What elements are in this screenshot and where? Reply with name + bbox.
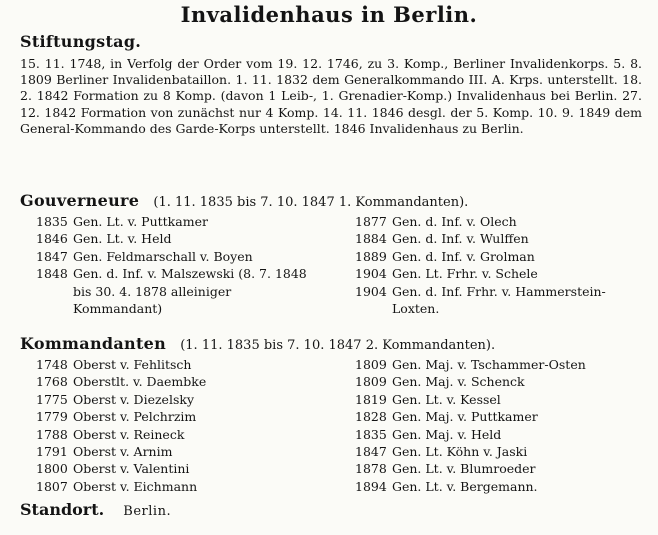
entry-year: 1877	[355, 214, 387, 229]
list-item	[36, 408, 326, 425]
list-item	[355, 213, 640, 230]
entry-name: Gen. Maj. v. Puttkamer	[392, 409, 538, 425]
stiftungstag-heading: Stiftungstag.	[20, 32, 142, 51]
entry-year: 1847	[355, 444, 387, 460]
entry-name: Oberst v. Valentini	[73, 461, 190, 477]
list-item	[355, 426, 640, 443]
list-item	[355, 373, 640, 390]
entry-name: Gen. Lt. v. Blumroeder	[392, 461, 536, 477]
stiftungstag-text: 15. 11. 1748, in Verfolg der Order vom 19. 12. 1746, zu 3. Komp., Berliner Invalidenkorps. 5. 8. 1809 Berliner Invalidenbataillon. 1. 11. 1832 dem Generalkommando III. A. Krps. unterstellt. 18. 2. 1842 Formation zu 8 Komp. (davon 1 Leib-, 1. Grenadier-Komp.) Invalidenhaus bei Berlin. 27. 12. 1842 Formation von zunächst nur 4 Komp. 14. 11. 1846 desgl. der 5. Komp. 10. 9. 1849 dem General-Kommando des Garde-Korps unterstellt. 1846 Invalidenhaus zu Berlin.	[20, 56, 642, 136]
entry-year: 1847	[36, 248, 68, 264]
list-item	[355, 391, 640, 408]
entry-year: 1884	[355, 231, 387, 247]
entry-year: 1807	[36, 478, 68, 494]
list-item	[355, 248, 640, 265]
entry-year: 1809	[355, 357, 387, 372]
entry-name: Oberst v. Reineck	[73, 426, 185, 442]
kommandanten-header	[20, 334, 495, 353]
list-item	[355, 356, 640, 373]
entry-year: 1846	[36, 231, 68, 247]
page-title: Invalidenhaus in Berlin.	[180, 2, 478, 27]
entry-year: 1878	[355, 461, 387, 477]
list-item	[355, 443, 640, 460]
entry-name: Oberst v. Diezelsky	[73, 391, 195, 407]
list-item	[355, 460, 640, 477]
entry-year: 1800	[36, 461, 68, 477]
entry-year: 1828	[355, 409, 387, 425]
entry-year: 1889	[355, 248, 387, 264]
list-item	[355, 265, 640, 282]
gouverneure-right-list	[355, 213, 640, 317]
entry-name: Gen. d. Inf. v. Grolman	[392, 248, 535, 264]
list-item	[36, 230, 326, 247]
list-item	[36, 248, 326, 265]
gouverneure-left-list	[36, 213, 326, 317]
gouverneure-header	[20, 191, 468, 210]
kommandanten-left-list	[36, 356, 326, 495]
entry-name: Gen. Lt. v. Held	[73, 231, 172, 247]
gouverneure-heading: Gouverneure	[20, 191, 140, 210]
entry-year: 1819	[355, 391, 387, 407]
entry-name: Oberst v. Pelchrzim	[73, 409, 197, 425]
gouverneure-note: (1. 11. 1835 bis 7. 10. 1847 1. Kommandanten).	[153, 195, 469, 210]
entry-year: 1848	[36, 266, 68, 282]
entry-year: 1768	[36, 374, 68, 390]
entry-name: Gen. d. Inf. v. Malszewski (8. 7. 1848 bis 30. 4. 1878 alleiniger Kommandant)	[73, 266, 307, 317]
entry-year: 1904	[355, 266, 387, 282]
entry-year: 1835	[36, 214, 68, 229]
entry-name: Oberstlt. v. Daembke	[73, 374, 207, 390]
entry-name: Gen. d. Inf. v. Wulffen	[392, 231, 529, 247]
list-item	[355, 230, 640, 247]
entry-year: 1835	[355, 426, 387, 442]
entry-year: 1791	[36, 444, 68, 460]
list-item	[355, 408, 640, 425]
list-item	[36, 265, 326, 317]
entry-name: Oberst v. Arnim	[73, 444, 173, 460]
entry-name: Gen. Maj. v. Tschammer-Osten	[392, 357, 586, 372]
entry-year: 1748	[36, 357, 68, 372]
list-item	[36, 426, 326, 443]
list-item	[36, 460, 326, 477]
entry-name: Oberst v. Eichmann	[73, 478, 198, 494]
entry-name: Gen. Maj. v. Schenck	[392, 374, 525, 390]
list-item	[36, 443, 326, 460]
entry-year: 1779	[36, 409, 68, 425]
entry-name: Gen. Lt. v. Puttkamer	[73, 214, 208, 229]
entry-name: Gen. Lt. Köhn v. Jaski	[392, 444, 528, 460]
entry-name: Gen. d. Inf. v. Olech	[392, 214, 517, 229]
entry-name: Gen. Feldmarschall v. Boyen	[73, 248, 253, 264]
kommandanten-right-list	[355, 356, 640, 495]
list-item	[36, 213, 326, 230]
list-item	[36, 478, 326, 495]
entry-name: Gen. d. Inf. Frhr. v. Hammerstein-Loxten.	[392, 283, 606, 317]
kommandanten-note: (1. 11. 1835 bis 7. 10. 1847 2. Kommandanten).	[180, 338, 496, 353]
standort-value: Berlin.	[123, 504, 172, 519]
entry-name: Gen. Lt. Frhr. v. Schele	[392, 266, 538, 282]
entry-year: 1904	[355, 283, 387, 299]
entry-name: Gen. Maj. v. Held	[392, 426, 502, 442]
entry-year: 1894	[355, 478, 387, 494]
entry-year: 1775	[36, 391, 68, 407]
list-item	[36, 373, 326, 390]
list-item	[36, 356, 326, 373]
entry-name: Gen. Lt. v. Bergemann.	[392, 478, 538, 494]
list-item	[355, 283, 640, 318]
standort-line	[20, 500, 171, 519]
list-item	[36, 391, 326, 408]
entry-year: 1809	[355, 374, 387, 390]
entry-name: Oberst v. Fehlitsch	[73, 357, 192, 372]
list-item	[355, 478, 640, 495]
kommandanten-heading: Kommandanten	[20, 334, 167, 353]
standort-heading: Standort.	[20, 500, 105, 519]
entry-year: 1788	[36, 426, 68, 442]
entry-name: Gen. Lt. v. Kessel	[392, 391, 501, 407]
